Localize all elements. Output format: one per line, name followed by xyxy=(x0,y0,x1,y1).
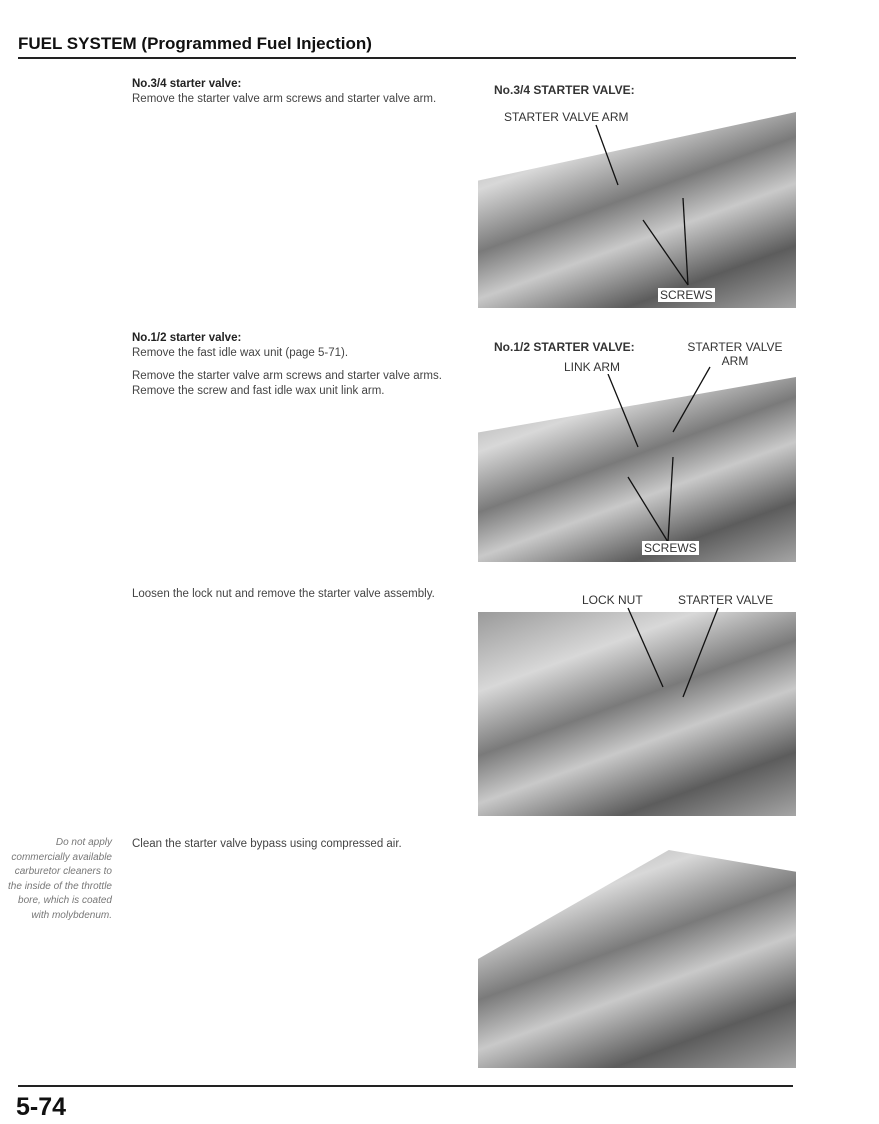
callout-arrows xyxy=(478,592,796,816)
figure-starter-valve-assembly xyxy=(478,592,796,816)
figure-cleaning-bypass xyxy=(478,850,796,1068)
section-text: Remove the starter valve arm screws and starter valve arm. xyxy=(132,93,437,105)
footer-divider xyxy=(18,1085,793,1087)
figure-title: No.1/2 STARTER VALVE: xyxy=(494,340,635,354)
section-text: Remove the starter valve arm screws and starter valve arms. Remove the screw and fast idle wax unit link arm. xyxy=(132,370,442,397)
header-divider xyxy=(18,57,796,59)
figure-title: No.3/4 STARTER VALVE: xyxy=(494,83,635,97)
section-text: Clean the starter valve bypass using compressed air. xyxy=(132,838,402,850)
caution-note: Do not apply commercially available carburetor cleaners to the inside of the throttle bore, which is coated with molybdenum. xyxy=(8,837,112,921)
label-starter-valve-arm: STARTER VALVE ARM xyxy=(678,340,792,368)
section-no34 xyxy=(132,77,462,107)
section-text: Loosen the lock nut and remove the starter valve assembly. xyxy=(132,588,435,600)
section-lock-nut xyxy=(132,587,462,602)
label-lock-nut: LOCK NUT xyxy=(582,593,643,607)
page-header-title: FUEL SYSTEM (Programmed Fuel Injection) xyxy=(18,34,372,53)
callout-arrows xyxy=(478,337,796,562)
label-screws: SCREWS xyxy=(644,541,697,555)
page-number: 5-74 xyxy=(16,1093,67,1121)
label-starter-valve: STARTER VALVE xyxy=(678,593,774,607)
label-starter-valve-arm: STARTER VALVE ARM xyxy=(504,110,629,124)
section-text: Remove the fast idle wax unit (page 5-71). xyxy=(132,347,349,359)
section-heading: No.1/2 starter valve: xyxy=(132,332,242,344)
figure-no12-starter-valve xyxy=(478,337,796,562)
section-heading: No.3/4 starter valve: xyxy=(132,78,242,90)
figure-no34-starter-valve xyxy=(478,80,796,308)
section-no12 xyxy=(132,331,462,407)
label-link-arm: LINK ARM xyxy=(564,360,621,374)
label-screws: SCREWS xyxy=(660,288,713,302)
section-clean xyxy=(132,837,462,852)
figure-photo xyxy=(478,850,796,1068)
